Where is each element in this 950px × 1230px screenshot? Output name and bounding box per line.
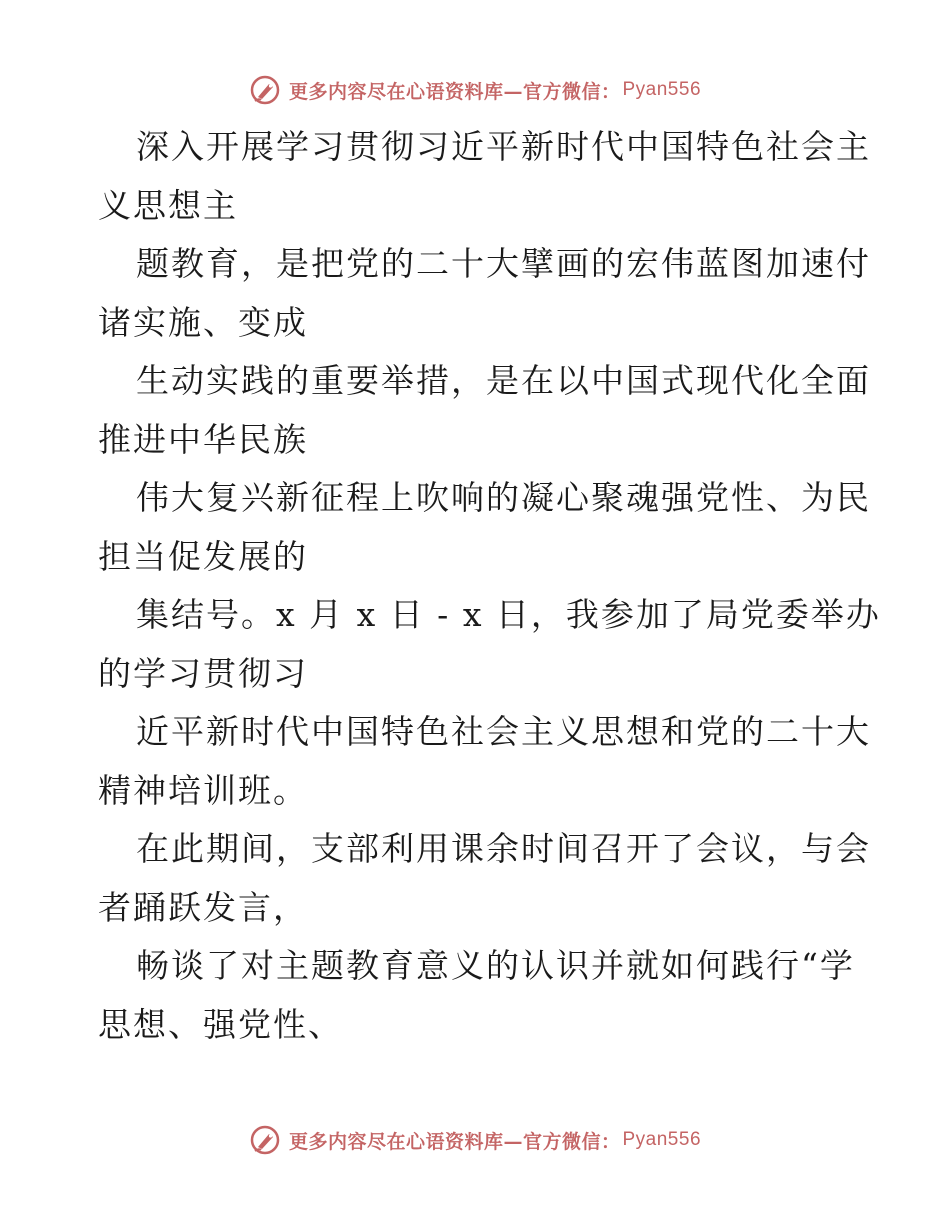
body-line: 义思想主 (98, 185, 238, 225)
body-line: 的学习贯彻习 (98, 653, 308, 693)
body-line: 畅谈了对主题教育意义的认识并就如何践行“学 (136, 946, 855, 985)
pen-nib-logo-icon (249, 1124, 281, 1156)
body-line: 者踊跃发言， (98, 887, 308, 927)
body-line: 集结号。x 月 x 日 - x 日，我参加了局党委举办 (136, 595, 881, 634)
body-line: 精神培训班。 (98, 770, 308, 810)
watermark-wechat-id: Pyan556 (622, 79, 702, 100)
body-line: 推进中华民族 (98, 419, 308, 459)
body-line: 伟大复兴新征程上吹响的凝心聚魂强党性、为民 (136, 478, 871, 517)
body-line: 生动实践的重要举措，是在以中国式现代化全面 (136, 361, 871, 400)
body-line: 深入开展学习贯彻习近平新时代中国特色社会主 (136, 127, 871, 166)
pen-nib-logo-icon (249, 74, 281, 106)
document-body (98, 118, 881, 1054)
body-line: 思想、强党性、 (98, 1004, 343, 1044)
footer-watermark (0, 1120, 950, 1160)
body-line: 担当促发展的 (98, 536, 308, 576)
watermark-text: 更多内容尽在心语资料库—官方微信： (288, 80, 621, 103)
watermark-text: 更多内容尽在心语资料库—官方微信： (288, 1130, 621, 1153)
body-line: 题教育，是把党的二十大擘画的宏伟蓝图加速付 (136, 244, 871, 283)
header-watermark (0, 70, 950, 110)
body-line: 近平新时代中国特色社会主义思想和党的二十大 (136, 712, 871, 751)
body-line: 诸实施、变成 (98, 302, 308, 342)
watermark-wechat-id: Pyan556 (622, 1129, 702, 1150)
body-line: 在此期间，支部利用课余时间召开了会议，与会 (136, 829, 871, 868)
